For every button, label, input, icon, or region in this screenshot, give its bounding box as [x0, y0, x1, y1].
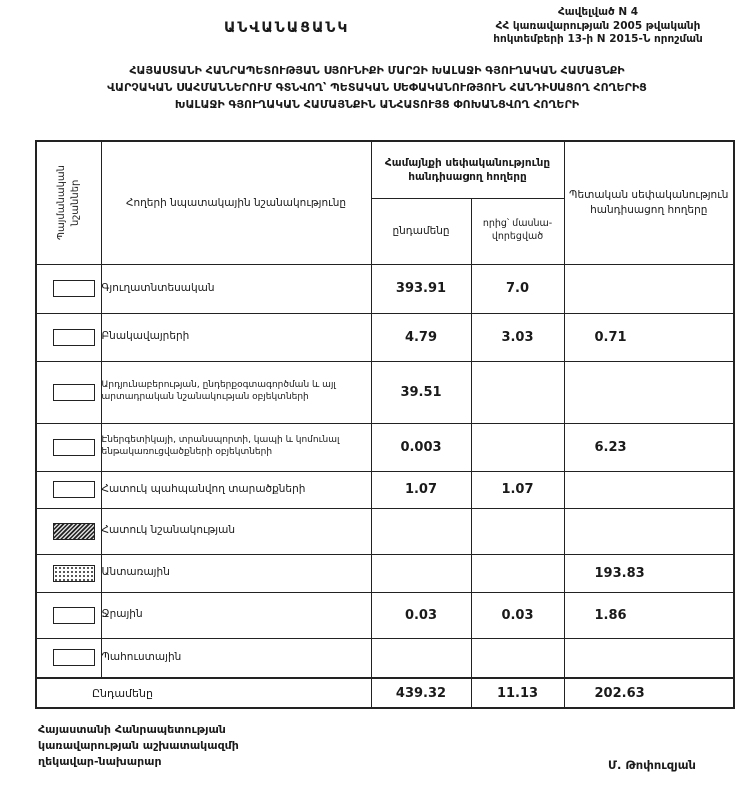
- footer-office-line-3: ղեկավար-նախարար: [38, 754, 162, 768]
- footer-office-title: [38, 722, 239, 770]
- legend-box-reserve: [53, 649, 95, 666]
- table-row: [36, 471, 734, 508]
- value-privatized: 3.03: [471, 313, 564, 361]
- col-header-privatized: որից՝ մասնա- վորեցված: [471, 198, 564, 264]
- col-header-purpose: Հողերի նպատակային նշանակությունը: [101, 141, 371, 264]
- footer-signature: Մ. Թոփուզյան: [608, 758, 696, 772]
- value-privatized: 7.0: [471, 264, 564, 313]
- legend-cell: [36, 638, 101, 678]
- table-row: [36, 508, 734, 554]
- legend-box-special: [53, 523, 95, 540]
- value-privatized: [471, 423, 564, 471]
- footer-office-line-2: կառավարության աշխատակազմի: [38, 738, 239, 752]
- table-total-row: [36, 678, 734, 708]
- purpose-label: Բնակավայրերի: [101, 313, 371, 361]
- purpose-label: Հատուկ պահպանվող տարածքների: [101, 471, 371, 508]
- value-state: [564, 508, 734, 554]
- value-privatized: [471, 361, 564, 423]
- legend-box-forest: [53, 565, 95, 582]
- table-row: [36, 361, 734, 423]
- table-row: [36, 313, 734, 361]
- value-state: [564, 361, 734, 423]
- value-total: [371, 554, 471, 592]
- heading-line-1: ՀԱՅԱՍՏԱՆԻ ՀԱՆՐԱՊԵՏՈՒԹՅԱՆ ՍՅՈՒՆԻՔԻ ՄԱՐԶԻ ԽԱԼԱՋԻ ԳՅՈՒՂԱԿԱՆ ՀԱՄԱՅՆՔԻ: [129, 64, 625, 77]
- legend-cell: [36, 592, 101, 638]
- table-row: [36, 264, 734, 313]
- legend-cell: [36, 508, 101, 554]
- value-state: 193.83: [564, 554, 734, 592]
- value-total: 393.91: [371, 264, 471, 313]
- purpose-label: Ջրային: [101, 592, 371, 638]
- symbols-label-word-1: Պայմանական: [56, 165, 68, 241]
- value-total: 0.03: [371, 592, 471, 638]
- value-state: 6.23: [564, 423, 734, 471]
- value-state: 1.86: [564, 592, 734, 638]
- table-row: [36, 423, 734, 471]
- legend-cell: [36, 264, 101, 313]
- legend-cell: [36, 423, 101, 471]
- col-header-total: ընդամենը: [371, 198, 471, 264]
- symbols-vertical-label: [37, 165, 101, 240]
- purpose-label: Անտառային: [101, 554, 371, 592]
- value-privatized: 1.07: [471, 471, 564, 508]
- total-value-privatized: 11.13: [471, 678, 564, 708]
- value-total: [371, 508, 471, 554]
- total-value-total: 439.32: [371, 678, 471, 708]
- footer-office-line-1: Հայաստանի Հանրապետության: [38, 723, 226, 736]
- legend-cell: [36, 361, 101, 423]
- value-state: [564, 638, 734, 678]
- value-privatized: [471, 554, 564, 592]
- legend-box-water: [53, 607, 95, 624]
- value-total: 0.003: [371, 423, 471, 471]
- value-privatized: [471, 508, 564, 554]
- table-row: [36, 592, 734, 638]
- total-value-state: 202.63: [564, 678, 734, 708]
- col-header-symbols: [36, 141, 101, 264]
- value-total: 39.51: [371, 361, 471, 423]
- value-total: [371, 638, 471, 678]
- main-heading: [25, 62, 729, 113]
- col-header-state: Պետական սեփականություն հանդիսացող հողերը: [564, 141, 734, 264]
- table-row: [36, 638, 734, 678]
- heading-line-3: ԽԱԼԱՋԻ ԳՅՈՒՂԱԿԱՆ ՀԱՄԱՅՆՔԻՆ ԱՆՀԱՏՈՒՅՑ ՓՈԽԱՆՑՎՈՂ ՀՈՂԵՐԻ: [174, 98, 580, 112]
- symbols-label-word-2: նշաններ: [70, 179, 82, 226]
- legend-box-residential: [53, 329, 95, 346]
- value-privatized: 0.03: [471, 592, 564, 638]
- land-table: [35, 140, 735, 709]
- table-row: [36, 554, 734, 592]
- legend-box-agricultural: [53, 280, 95, 297]
- annex-note: [452, 6, 744, 47]
- value-state: 0.71: [564, 313, 734, 361]
- legend-cell: [36, 471, 101, 508]
- value-privatized: [471, 638, 564, 678]
- purpose-label: Էներգետիկայի, տրանսպորտի, կապի և կոմունալ ենթակառուցվածքների օբյեկտների: [101, 423, 371, 471]
- value-state: [564, 471, 734, 508]
- annex-line-3: հոկտեմբերի 13-ի N 2015-Ն որոշման: [493, 33, 703, 46]
- value-total: 4.79: [371, 313, 471, 361]
- value-total: 1.07: [371, 471, 471, 508]
- total-label: Ընդամենը: [36, 678, 371, 708]
- legend-box-protected: [53, 481, 95, 498]
- legend-box-industrial: [53, 384, 95, 401]
- heading-line-2: ՎԱՐՉԱԿԱՆ ՍԱՀՄԱՆՆԵՐՈՒՄ ԳՏՆՎՈՂ՝ ՊԵՏԱԿԱՆ ՍԵՓԱԿԱՆՈՒԹՅՈՒՆ ՀԱՆԴԻՍԱՑՈՂ ՀՈՂԵՐԻՑ: [107, 81, 647, 95]
- purpose-label: Պահուստային: [101, 638, 371, 678]
- page-title: ԱՆՎԱՆԱՑԱՆԿ: [224, 20, 350, 36]
- header-row-top: [36, 141, 734, 198]
- col-header-community: Համայնքի սեփականությունը հանդիսացող հողերը: [371, 141, 564, 198]
- annex-line-1: Հավելված N 4: [557, 6, 639, 18]
- legend-box-energy-transport: [53, 439, 95, 456]
- value-state: [564, 264, 734, 313]
- purpose-label: Արդյունաբերության, ընդերքօգտագործման և այլ արտադրական նշանակության օբյեկտների: [101, 361, 371, 423]
- legend-cell: [36, 313, 101, 361]
- legend-cell: [36, 554, 101, 592]
- purpose-label: Գյուղատնտեսական: [101, 264, 371, 313]
- annex-line-2: ՀՀ կառավարության 2005 թվականի: [495, 19, 701, 32]
- purpose-label: Հատուկ նշանակության: [101, 508, 371, 554]
